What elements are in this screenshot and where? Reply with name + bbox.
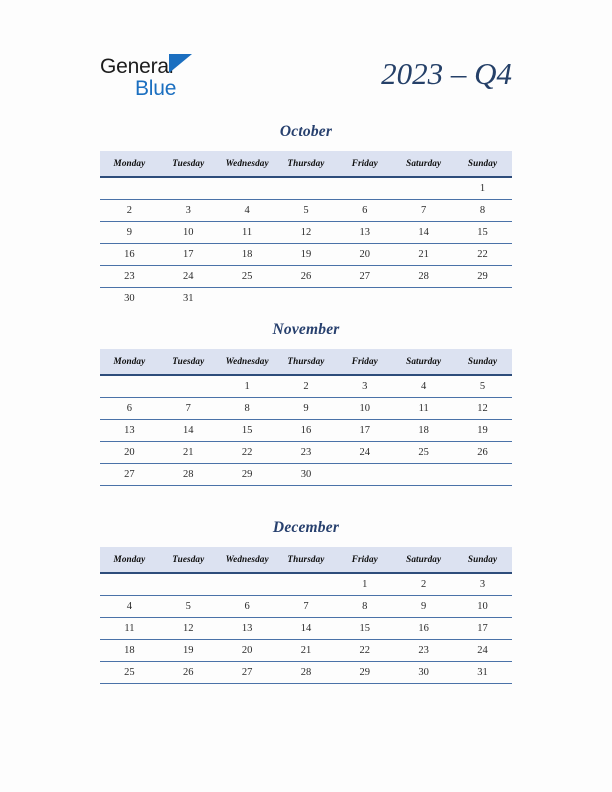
calendar-day-cell[interactable]: 31 (453, 662, 512, 684)
calendar-day-cell[interactable]: 18 (394, 420, 453, 442)
calendar-day-cell[interactable]: 31 (159, 288, 218, 310)
calendar-week-row (100, 266, 512, 288)
calendar-day-cell[interactable]: 8 (335, 596, 394, 618)
calendar-week-row (100, 222, 512, 244)
calendar-day-empty (277, 573, 336, 596)
weekday-header-wednesday: Wednesday (218, 547, 277, 573)
calendar-day-empty (277, 177, 336, 200)
calendar-day-cell[interactable]: 19 (277, 244, 336, 266)
page-title: 2023 – Q4 (381, 56, 512, 91)
calendar-day-cell[interactable]: 21 (277, 640, 336, 662)
month-title: November (272, 321, 340, 338)
calendar-week-row (100, 177, 512, 200)
calendar-day-cell[interactable]: 2 (100, 200, 159, 222)
calendar-day-empty (100, 177, 159, 200)
calendar-day-cell[interactable]: 17 (159, 244, 218, 266)
calendar-day-cell[interactable]: 7 (277, 596, 336, 618)
calendar-day-cell[interactable]: 19 (159, 640, 218, 662)
calendar-day-empty (218, 288, 277, 310)
calendar-body (100, 573, 512, 684)
calendar-day-cell[interactable]: 29 (453, 266, 512, 288)
calendar-day-empty (453, 464, 512, 486)
calendar-day-cell[interactable]: 16 (100, 244, 159, 266)
calendar-day-cell[interactable]: 1 (453, 177, 512, 200)
calendar-day-cell[interactable]: 8 (218, 398, 277, 420)
calendar-day-cell[interactable]: 10 (453, 596, 512, 618)
calendar-week-row (100, 375, 512, 398)
weekday-header-saturday: Saturday (394, 547, 453, 573)
calendar-day-empty (394, 464, 453, 486)
weekday-header-row (100, 547, 512, 573)
calendar-day-cell[interactable]: 12 (453, 398, 512, 420)
calendar-day-cell[interactable]: 27 (100, 464, 159, 486)
calendar-day-cell[interactable]: 23 (277, 442, 336, 464)
calendar-day-cell[interactable]: 5 (159, 596, 218, 618)
calendar-day-cell[interactable]: 24 (159, 266, 218, 288)
calendar-day-cell[interactable]: 22 (335, 640, 394, 662)
calendar-day-cell[interactable]: 16 (394, 618, 453, 640)
calendar-day-cell[interactable]: 6 (218, 596, 277, 618)
calendar-day-cell[interactable]: 11 (100, 618, 159, 640)
calendar-day-cell[interactable]: 27 (335, 266, 394, 288)
calendar-day-cell[interactable]: 26 (277, 266, 336, 288)
calendar-day-cell[interactable]: 10 (159, 222, 218, 244)
weekday-header-tuesday: Tuesday (159, 547, 218, 573)
calendar-day-cell[interactable]: 15 (453, 222, 512, 244)
calendar-week-row (100, 244, 512, 266)
calendar-day-empty (159, 375, 218, 398)
calendar-week-row (100, 464, 512, 486)
calendar-day-cell[interactable]: 7 (159, 398, 218, 420)
calendar-day-cell[interactable]: 30 (394, 662, 453, 684)
calendar-week-row (100, 200, 512, 222)
calendar-day-cell[interactable]: 20 (100, 442, 159, 464)
calendar-day-empty (335, 177, 394, 200)
logo-word-general: General (100, 55, 174, 78)
page-header (100, 52, 512, 108)
calendar-day-cell[interactable]: 13 (100, 420, 159, 442)
calendar-day-cell[interactable]: 5 (453, 375, 512, 398)
calendar-day-empty (218, 177, 277, 200)
calendar-day-cell[interactable]: 1 (335, 573, 394, 596)
weekday-header-sunday: Sunday (453, 349, 512, 375)
calendar-day-cell[interactable]: 12 (277, 222, 336, 244)
calendar-day-cell[interactable]: 27 (218, 662, 277, 684)
calendar-day-empty (159, 573, 218, 596)
weekday-header-monday: Monday (100, 151, 159, 177)
calendar-day-cell[interactable]: 3 (453, 573, 512, 596)
calendar-day-cell[interactable]: 28 (394, 266, 453, 288)
calendar-day-cell[interactable]: 28 (159, 464, 218, 486)
calendar-day-cell[interactable]: 24 (335, 442, 394, 464)
calendar-week-row (100, 662, 512, 684)
weekday-header-wednesday: Wednesday (218, 349, 277, 375)
weekday-header-tuesday: Tuesday (159, 349, 218, 375)
calendar-day-cell[interactable]: 14 (159, 420, 218, 442)
calendar-table-november (100, 349, 512, 486)
month-title: October (279, 123, 333, 140)
calendar-day-cell[interactable]: 29 (335, 662, 394, 684)
weekday-header-monday: Monday (100, 349, 159, 375)
calendar-week-row (100, 573, 512, 596)
calendar-day-cell[interactable]: 21 (394, 244, 453, 266)
calendar-day-cell[interactable]: 11 (218, 222, 277, 244)
calendar-day-cell[interactable]: 15 (218, 420, 277, 442)
calendar-day-cell[interactable]: 21 (159, 442, 218, 464)
calendar-day-cell[interactable]: 15 (335, 618, 394, 640)
calendar-day-cell[interactable]: 23 (394, 640, 453, 662)
calendar-body (100, 375, 512, 486)
weekday-header-saturday: Saturday (394, 151, 453, 177)
calendar-day-cell[interactable]: 25 (218, 266, 277, 288)
calendar-day-cell[interactable]: 14 (394, 222, 453, 244)
calendar-day-cell[interactable]: 17 (335, 420, 394, 442)
calendar-week-row (100, 420, 512, 442)
calendar-day-cell[interactable]: 8 (453, 200, 512, 222)
calendar-day-cell[interactable]: 9 (277, 398, 336, 420)
calendar-day-cell[interactable]: 13 (218, 618, 277, 640)
weekday-header-row (100, 151, 512, 177)
logo-word-blue: Blue (135, 77, 177, 100)
weekday-header-row (100, 349, 512, 375)
weekday-header-friday: Friday (335, 151, 394, 177)
calendar-day-cell[interactable]: 4 (394, 375, 453, 398)
calendar-day-cell[interactable]: 18 (100, 640, 159, 662)
calendar-day-empty (453, 288, 512, 310)
calendar-day-cell[interactable]: 25 (394, 442, 453, 464)
calendar-day-cell[interactable]: 23 (100, 266, 159, 288)
calendar-day-cell[interactable]: 22 (453, 244, 512, 266)
calendar-day-cell[interactable]: 19 (453, 420, 512, 442)
calendar-day-empty (100, 573, 159, 596)
weekday-header-thursday: Thursday (277, 151, 336, 177)
calendar-day-cell[interactable]: 10 (335, 398, 394, 420)
month-block-october (100, 122, 512, 309)
calendar-day-cell[interactable]: 9 (394, 596, 453, 618)
calendar-day-cell[interactable]: 7 (394, 200, 453, 222)
calendar-day-empty (394, 288, 453, 310)
calendar-day-cell[interactable]: 29 (218, 464, 277, 486)
calendar-day-cell[interactable]: 9 (100, 222, 159, 244)
calendar-table-december (100, 547, 512, 684)
calendar-day-empty (277, 288, 336, 310)
calendar-week-row (100, 398, 512, 420)
calendar-day-cell[interactable]: 30 (100, 288, 159, 310)
calendar-day-cell[interactable]: 4 (218, 200, 277, 222)
calendar-week-row (100, 618, 512, 640)
calendar-day-cell[interactable]: 3 (159, 200, 218, 222)
weekday-header-thursday: Thursday (277, 349, 336, 375)
calendar-day-empty (335, 288, 394, 310)
calendar-day-cell[interactable]: 17 (453, 618, 512, 640)
calendar-body (100, 177, 512, 309)
calendar-day-cell[interactable]: 6 (335, 200, 394, 222)
calendar-day-empty (218, 573, 277, 596)
calendar-day-cell[interactable]: 4 (100, 596, 159, 618)
calendar-day-cell[interactable]: 3 (335, 375, 394, 398)
calendar-day-empty (335, 464, 394, 486)
calendar-day-empty (394, 177, 453, 200)
calendar-day-cell[interactable]: 18 (218, 244, 277, 266)
calendar-week-row (100, 640, 512, 662)
calendar-day-cell[interactable]: 20 (218, 640, 277, 662)
weekday-header-friday: Friday (335, 547, 394, 573)
calendar-day-cell[interactable]: 11 (394, 398, 453, 420)
calendar-day-cell[interactable]: 6 (100, 398, 159, 420)
calendar-table-october (100, 151, 512, 309)
triangle-icon (169, 54, 192, 73)
calendar-day-cell[interactable]: 1 (218, 375, 277, 398)
calendar-day-cell[interactable]: 30 (277, 464, 336, 486)
weekday-header-saturday: Saturday (394, 349, 453, 375)
calendar-day-cell[interactable]: 24 (453, 640, 512, 662)
month-block-november (100, 320, 512, 486)
calendar-day-cell[interactable]: 13 (335, 222, 394, 244)
calendar-day-empty (159, 177, 218, 200)
calendar-day-cell[interactable]: 5 (277, 200, 336, 222)
calendar-day-cell[interactable]: 14 (277, 618, 336, 640)
calendar-day-cell[interactable]: 16 (277, 420, 336, 442)
calendar-day-cell[interactable]: 26 (453, 442, 512, 464)
weekday-header-wednesday: Wednesday (218, 151, 277, 177)
calendar-day-cell[interactable]: 28 (277, 662, 336, 684)
calendar-day-cell[interactable]: 25 (100, 662, 159, 684)
calendar-day-cell[interactable]: 2 (277, 375, 336, 398)
weekday-header-tuesday: Tuesday (159, 151, 218, 177)
calendar-day-cell[interactable]: 12 (159, 618, 218, 640)
weekday-header-friday: Friday (335, 349, 394, 375)
month-block-december (100, 518, 512, 684)
general-blue-logo[interactable] (100, 52, 204, 100)
month-title: December (272, 519, 340, 536)
calendar-week-row (100, 288, 512, 310)
weekday-header-sunday: Sunday (453, 547, 512, 573)
calendar-day-cell[interactable]: 2 (394, 573, 453, 596)
calendar-week-row (100, 442, 512, 464)
calendar-day-cell[interactable]: 20 (335, 244, 394, 266)
calendar-week-row (100, 596, 512, 618)
weekday-header-thursday: Thursday (277, 547, 336, 573)
weekday-header-sunday: Sunday (453, 151, 512, 177)
calendar-day-empty (100, 375, 159, 398)
calendar-day-cell[interactable]: 22 (218, 442, 277, 464)
weekday-header-monday: Monday (100, 547, 159, 573)
calendar-day-cell[interactable]: 26 (159, 662, 218, 684)
